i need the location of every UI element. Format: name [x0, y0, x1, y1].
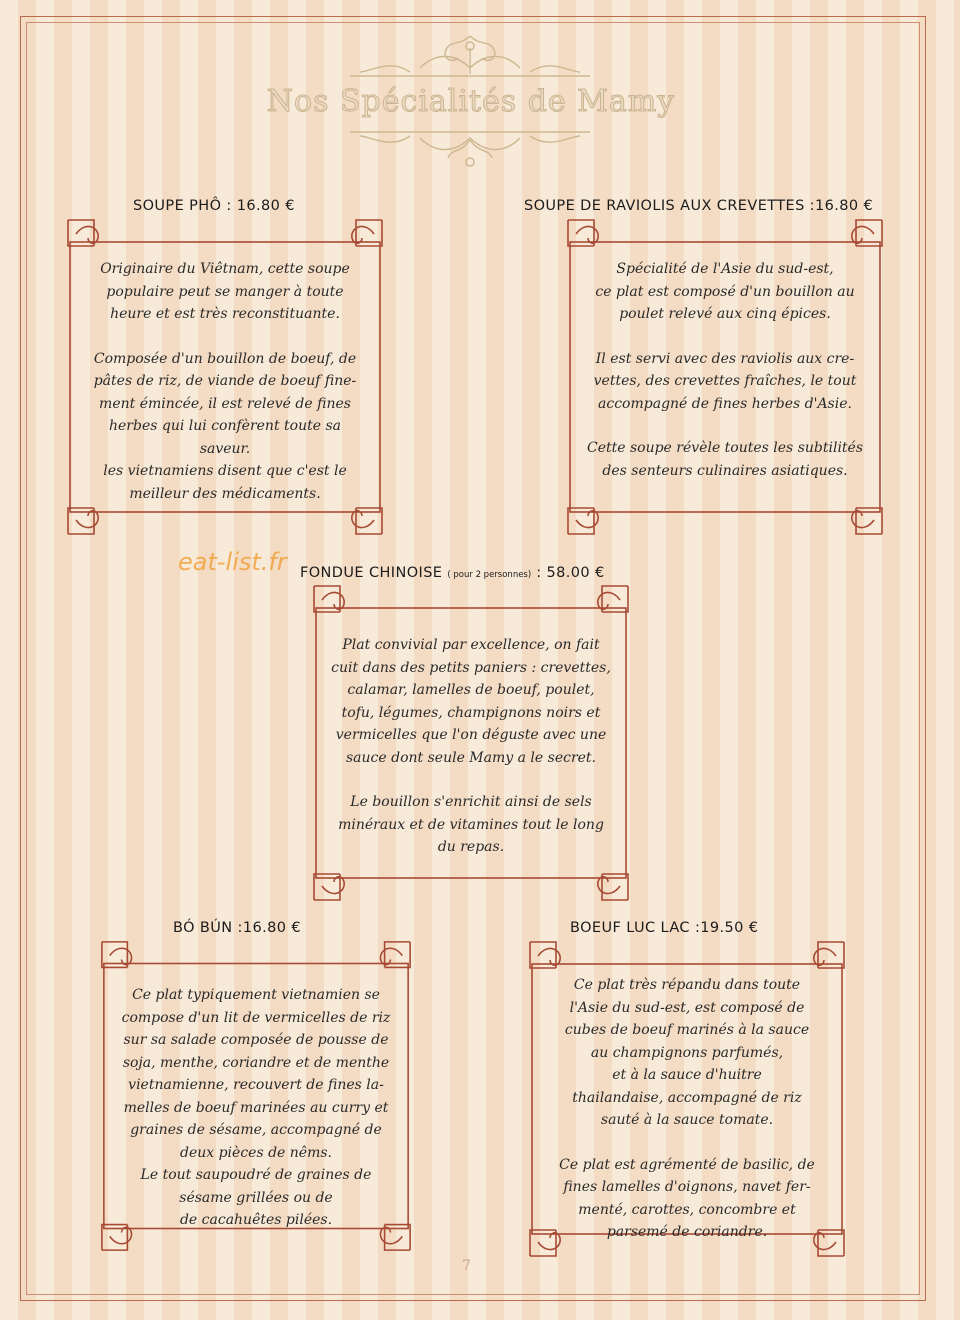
dish-description-box	[562, 214, 888, 540]
dish-price: : 58.00 €	[536, 565, 605, 581]
description-line: vettes, des crevettes fraîches, le tout	[593, 373, 857, 389]
description-line: du repas.	[437, 839, 505, 855]
description-line: Cette soupe révèle toutes les subtilités	[586, 440, 864, 456]
dish-description	[62, 258, 388, 505]
dish-title-boeuf-luc-lac: BOEUF LUC LAC :19.50 €	[570, 920, 759, 936]
description-line: cubes de boeuf marinés à la sauce	[564, 1022, 810, 1038]
description-line: vietnamienne, recouvert de fines la-	[128, 1077, 384, 1093]
dish-title-fondue-chinoise	[300, 565, 605, 581]
description-line: tofu, légumes, champignons noirs et	[341, 704, 601, 721]
description-line: ment émincée, il est relevé de fines	[99, 395, 351, 412]
description-line: menté, carottes, concombre et	[578, 1201, 796, 1218]
description-line: parsemé de coriandre.	[606, 1224, 768, 1240]
description-line: Composée d'un bouillon de boeuf, de	[93, 350, 357, 367]
description-line: et à la sauce d'huitre	[612, 1067, 762, 1083]
description-line: fines lamelles d'oignons, navet fer-	[563, 1179, 811, 1195]
dish-description-box	[524, 936, 850, 1262]
description-line: poulet relevé aux cinq épices.	[619, 306, 831, 322]
description-line: sésame grillées ou de	[179, 1189, 333, 1206]
dish-title-soupe-raviolis: SOUPE DE RAVIOLIS AUX CREVETTES :16.80 €	[524, 198, 874, 214]
description-line: meilleur des médicaments.	[129, 485, 321, 502]
watermark-logo: eat-list.fr	[178, 548, 287, 576]
dish-description	[524, 974, 850, 1244]
description-line: Il est servi avec des raviolis aux cre-	[595, 350, 855, 367]
description-line: ce plat est composé d'un bouillon au	[595, 283, 855, 300]
description-line: deux pièces de nêms.	[179, 1144, 332, 1161]
description-line: sur sa salade composée de pousse de	[123, 1032, 389, 1048]
description-line: Spécialité de l'Asie du sud-est,	[616, 261, 834, 277]
description-line: Ce plat typiquement vietnamien se	[132, 987, 380, 1003]
description-line: accompagné de fines herbes d'Asie.	[598, 395, 852, 412]
description-line: sauté à la sauce tomate.	[600, 1112, 774, 1128]
description-line: pâtes de riz, de viande de boeuf fine-	[93, 373, 357, 389]
description-line: l'Asie du sud-est, est composé de	[569, 999, 805, 1016]
description-line: soja, menthe, coriandre et de menthe	[122, 1054, 390, 1071]
description-line: au champignons parfumés,	[590, 1044, 784, 1061]
description-line: Le bouillon s'enrichit ainsi de sels	[350, 794, 592, 810]
description-line: populaire peut se manger à toute	[106, 283, 344, 300]
description-line: des senteurs culinaires asiatiques.	[602, 462, 848, 479]
description-line: compose d'un lit de vermicelles de riz	[121, 1009, 391, 1026]
dish-description-box	[62, 214, 388, 540]
description-line: Plat convivial par excellence, on fait	[342, 637, 600, 653]
page-number: 7	[462, 1258, 471, 1274]
description-line: graines de sésame, accompagné de	[130, 1122, 382, 1138]
description-line: Ce plat très répandu dans toute	[573, 977, 801, 993]
description-line: calamar, lamelles de boeuf, poulet,	[347, 682, 595, 698]
description-line: de cacahuêtes pilées.	[179, 1212, 333, 1228]
description-line: les vietnamiens disent que c'est le	[103, 463, 347, 479]
description-line: sauce dont seule Mamy a le secret.	[346, 749, 596, 766]
description-line: Originaire du Viêtnam, cette soupe	[100, 261, 350, 277]
description-line: heure et est très reconstituante.	[110, 306, 340, 322]
description-line: Le tout saupoudré de graines de	[140, 1167, 372, 1183]
description-line: saveur.	[199, 440, 251, 457]
dish-description	[96, 984, 416, 1232]
description-line: herbes qui lui confèrent toute sa	[109, 418, 341, 434]
description-line: minéraux et de vitamines tout le long	[338, 816, 604, 833]
description-line: Ce plat est agrémenté de basilic, de	[559, 1156, 815, 1173]
dish-description-box	[308, 580, 634, 906]
dish-title-bo-bun: BÓ BÚN :16.80 €	[173, 920, 301, 936]
dish-description	[562, 258, 888, 482]
description-line: thailandaise, accompagné de riz	[572, 1089, 802, 1106]
dish-note: ( pour 2 personnes)	[447, 570, 532, 580]
page-title: Nos Spécialités de Mamy	[266, 84, 676, 119]
dish-description-box	[96, 936, 416, 1256]
dish-name: FONDUE CHINOISE	[300, 565, 443, 581]
description-line: vermicelles que l'on déguste avec une	[335, 727, 607, 743]
description-line: cuit dans des petits paniers : crevettes,	[331, 659, 611, 676]
dish-title-soupe-pho: SOUPE PHÔ : 16.80 €	[133, 198, 295, 214]
description-line: melles de boeuf marinées au curry et	[123, 1099, 389, 1116]
dish-description	[308, 634, 634, 859]
